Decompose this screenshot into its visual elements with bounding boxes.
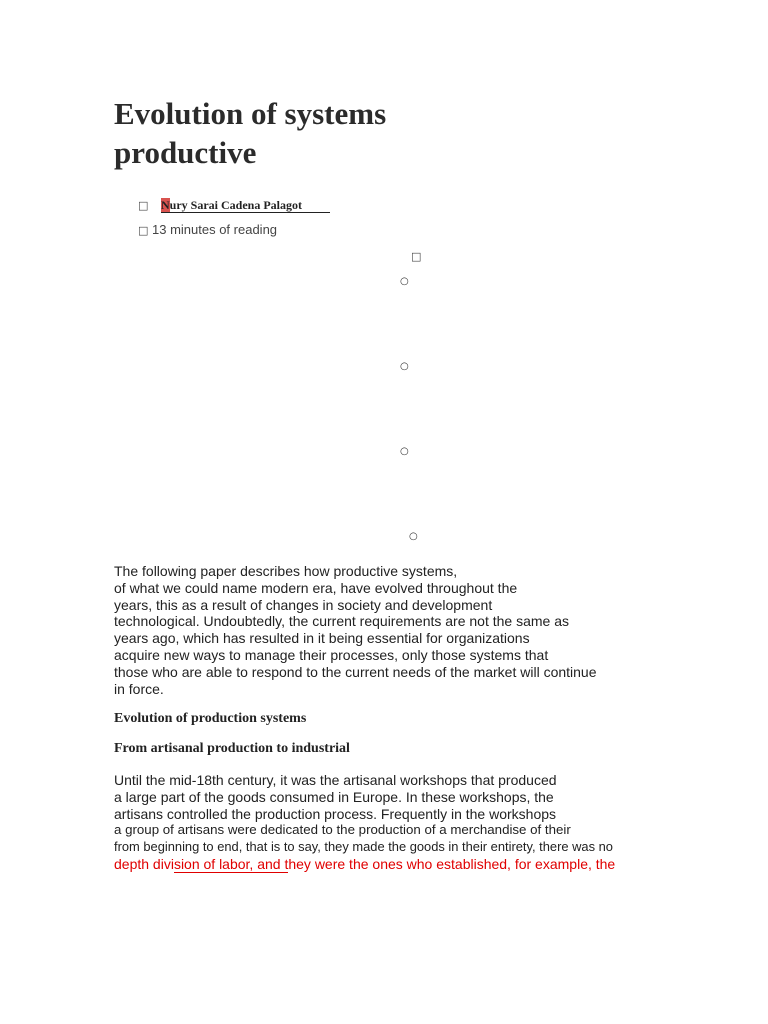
author-link[interactable] xyxy=(161,198,330,213)
article-title-line-2: productive xyxy=(114,135,257,170)
text-line: a large part of the goods consumed in Europe. In these workshops, the xyxy=(114,788,554,805)
text-line: from beginning to end, that is to say, they made the goods in their entirety, there was no xyxy=(114,839,613,855)
body-paragraph xyxy=(114,772,615,873)
text-line: those who are able to respond to the current needs of the market will continue xyxy=(114,663,597,680)
author-first-letter: N xyxy=(161,198,170,212)
text-line: acquire new ways to manage their processes, only those systems that xyxy=(114,646,549,663)
section-heading: Evolution of production systems xyxy=(114,711,307,726)
reading-time xyxy=(138,222,277,237)
highlighted-text-line xyxy=(114,856,615,873)
text-line: Until the mid-18th century, it was the artisanal workshops that produced xyxy=(114,772,557,788)
red-underlined-text: sion of labor, and t xyxy=(173,855,289,872)
text-line: years, this as a result of changes in society and development xyxy=(114,596,493,613)
clock-icon: □ xyxy=(138,224,149,237)
bullet-icon: ○ xyxy=(400,361,409,372)
text-line: a group of artisans were dedicated to the production of a merchandise of their xyxy=(114,822,571,838)
bullet-icon: ○ xyxy=(400,276,409,287)
bullet-icon: ○ xyxy=(400,446,409,457)
reading-time-label: 13 minutes of reading xyxy=(152,222,278,237)
bullet-icon: ○ xyxy=(409,531,418,542)
text-line: technological. Undoubtedly, the current requirements are not the same as xyxy=(114,613,569,630)
intro-paragraph xyxy=(114,563,597,697)
text-line: years ago, which has resulted in it being essential for organizations xyxy=(114,630,530,647)
text-line: in force. xyxy=(114,680,164,697)
article-title xyxy=(114,94,386,172)
article-title-line-1: Evolution of systems xyxy=(114,96,387,131)
author-meta xyxy=(138,198,330,213)
subsection-heading: From artisanal production to industrial xyxy=(114,741,350,756)
author-name-rest: ury Sarai Cadena Palagot xyxy=(169,198,303,212)
red-text-part: depth divi xyxy=(114,855,174,872)
text-line: artisans controlled the production process. Frequently in the workshops xyxy=(114,805,557,822)
text-line: The following paper describes how productive systems, xyxy=(114,563,458,579)
author-icon: □ xyxy=(138,199,149,212)
placeholder-icon: □ xyxy=(411,250,422,263)
text-line: of what we could name modern era, have evolved throughout the xyxy=(114,579,518,596)
red-text-part: hey were the ones who established, for example, the xyxy=(288,855,616,872)
